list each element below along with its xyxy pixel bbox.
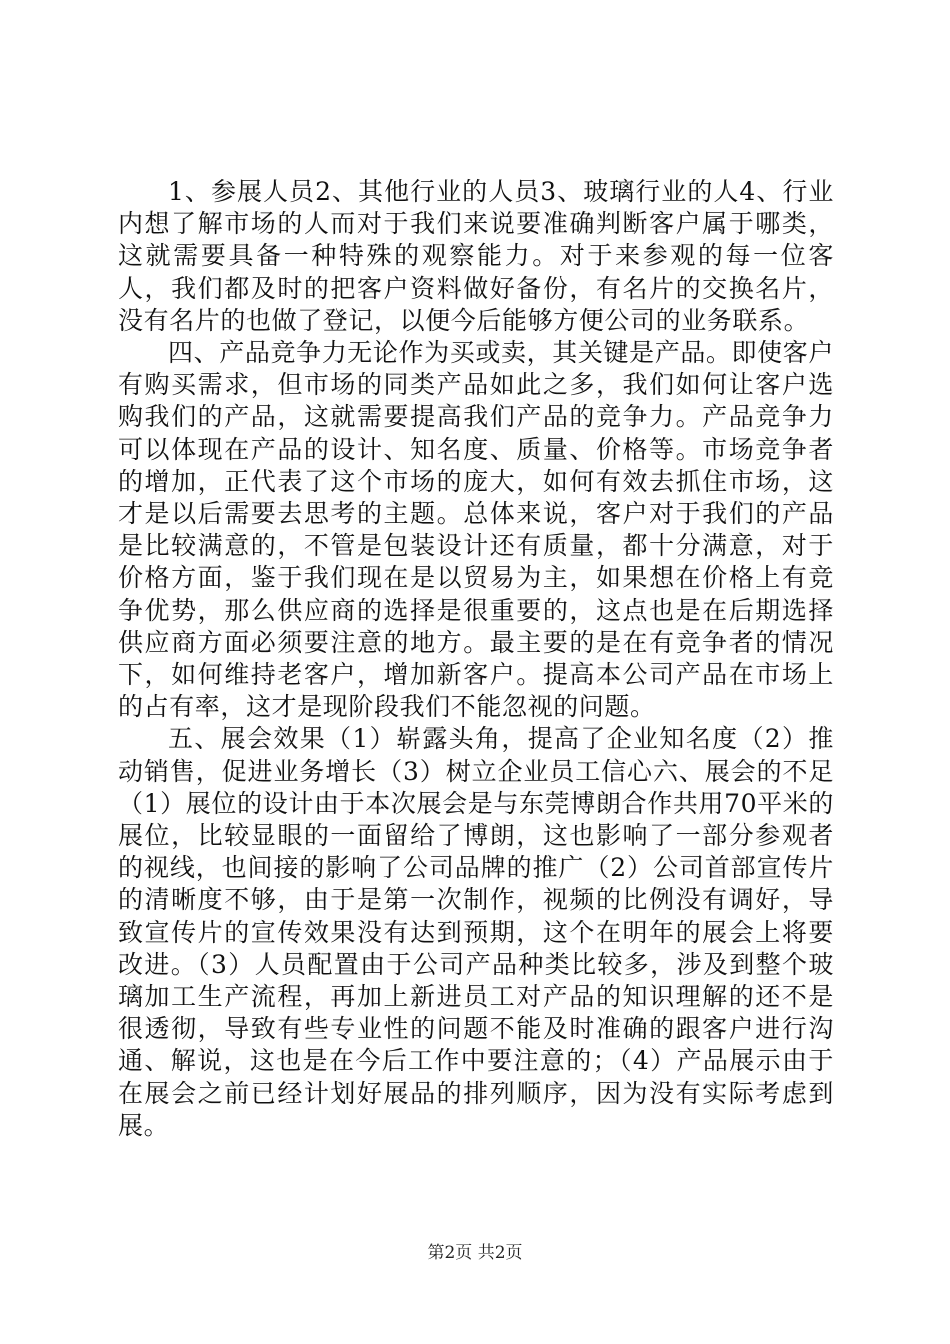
paragraph-visitors: 1、参展人员2、其他行业的人员3、玻璃行业的人4、行业内想了解市场的人而对于我们来说要准确判断客户属于哪类，这就需要具备一种特殊的观察能力。对于来参观的每一位客人，我们都及时的把客户资料做好备份，有名片的交换名片，没有名片的也做了登记，以便今后能够方便公司的业务联系。	[118, 177, 834, 335]
page-number-footer: 第2页 共2页	[427, 1243, 523, 1263]
paragraph-product-competitiveness: 四、产品竞争力无论作为买或卖，其关键是产品。即使客户有购买需求，但市场的同类产品如此之多，我们如何让客户选购我们的产品，这就需要提高我们产品的竞争力。产品竞争力可以体现在产品的设计、知名度、质量、价格等。市场竞争者的增加，正代表了这个市场的庞大，如何有效去抓住市场，这才是以后需要去思考的主题。总体来说，客户对于我们的产品是比较满意的，不管是包装设计还有质量，都十分满意，对于价格方面，鉴于我们现在是以贸易为主，如果想在价格上有竞争优势，那么供应商的选择是很重要的，这点也是在后期选择供应商方面必须要注意的地方。最主要的是在有竞争者的情况下，如何维持老客户，增加新客户。提高本公司产品在市场上的占有率，这才是现阶段我们不能忽视的问题。	[118, 338, 834, 722]
document-body	[118, 176, 834, 1142]
paragraph-exhibition-results: 五、展会效果（1）崭露头角，提高了企业知名度（2）推动销售，促进业务增长（3）树立企业员工信心六、展会的不足（1）展位的设计由于本次展会是与东莞博朗合作共用70平米的展位，比较显眼的一面留给了博朗，这也影响了一部分参观者的视线，也间接的影响了公司品牌的推广（2）公司首部宣传片的清晰度不够，由于是第一次制作，视频的比例没有调好，导致宣传片的宣传效果没有达到预期，这个在明年的展会上将要改进。（3）人员配置由于公司产品种类比较多，涉及到整个玻璃加工生产流程，再加上新进员工对产品的知识理解的还不是很透彻，导致有些专业性的问题不能及时准确的跟客户进行沟通、解说，这也是在今后工作中要注意的；（4）产品展示由于在展会之前已经计划好展品的排列顺序，因为没有实际考虑到展。	[118, 724, 834, 1140]
